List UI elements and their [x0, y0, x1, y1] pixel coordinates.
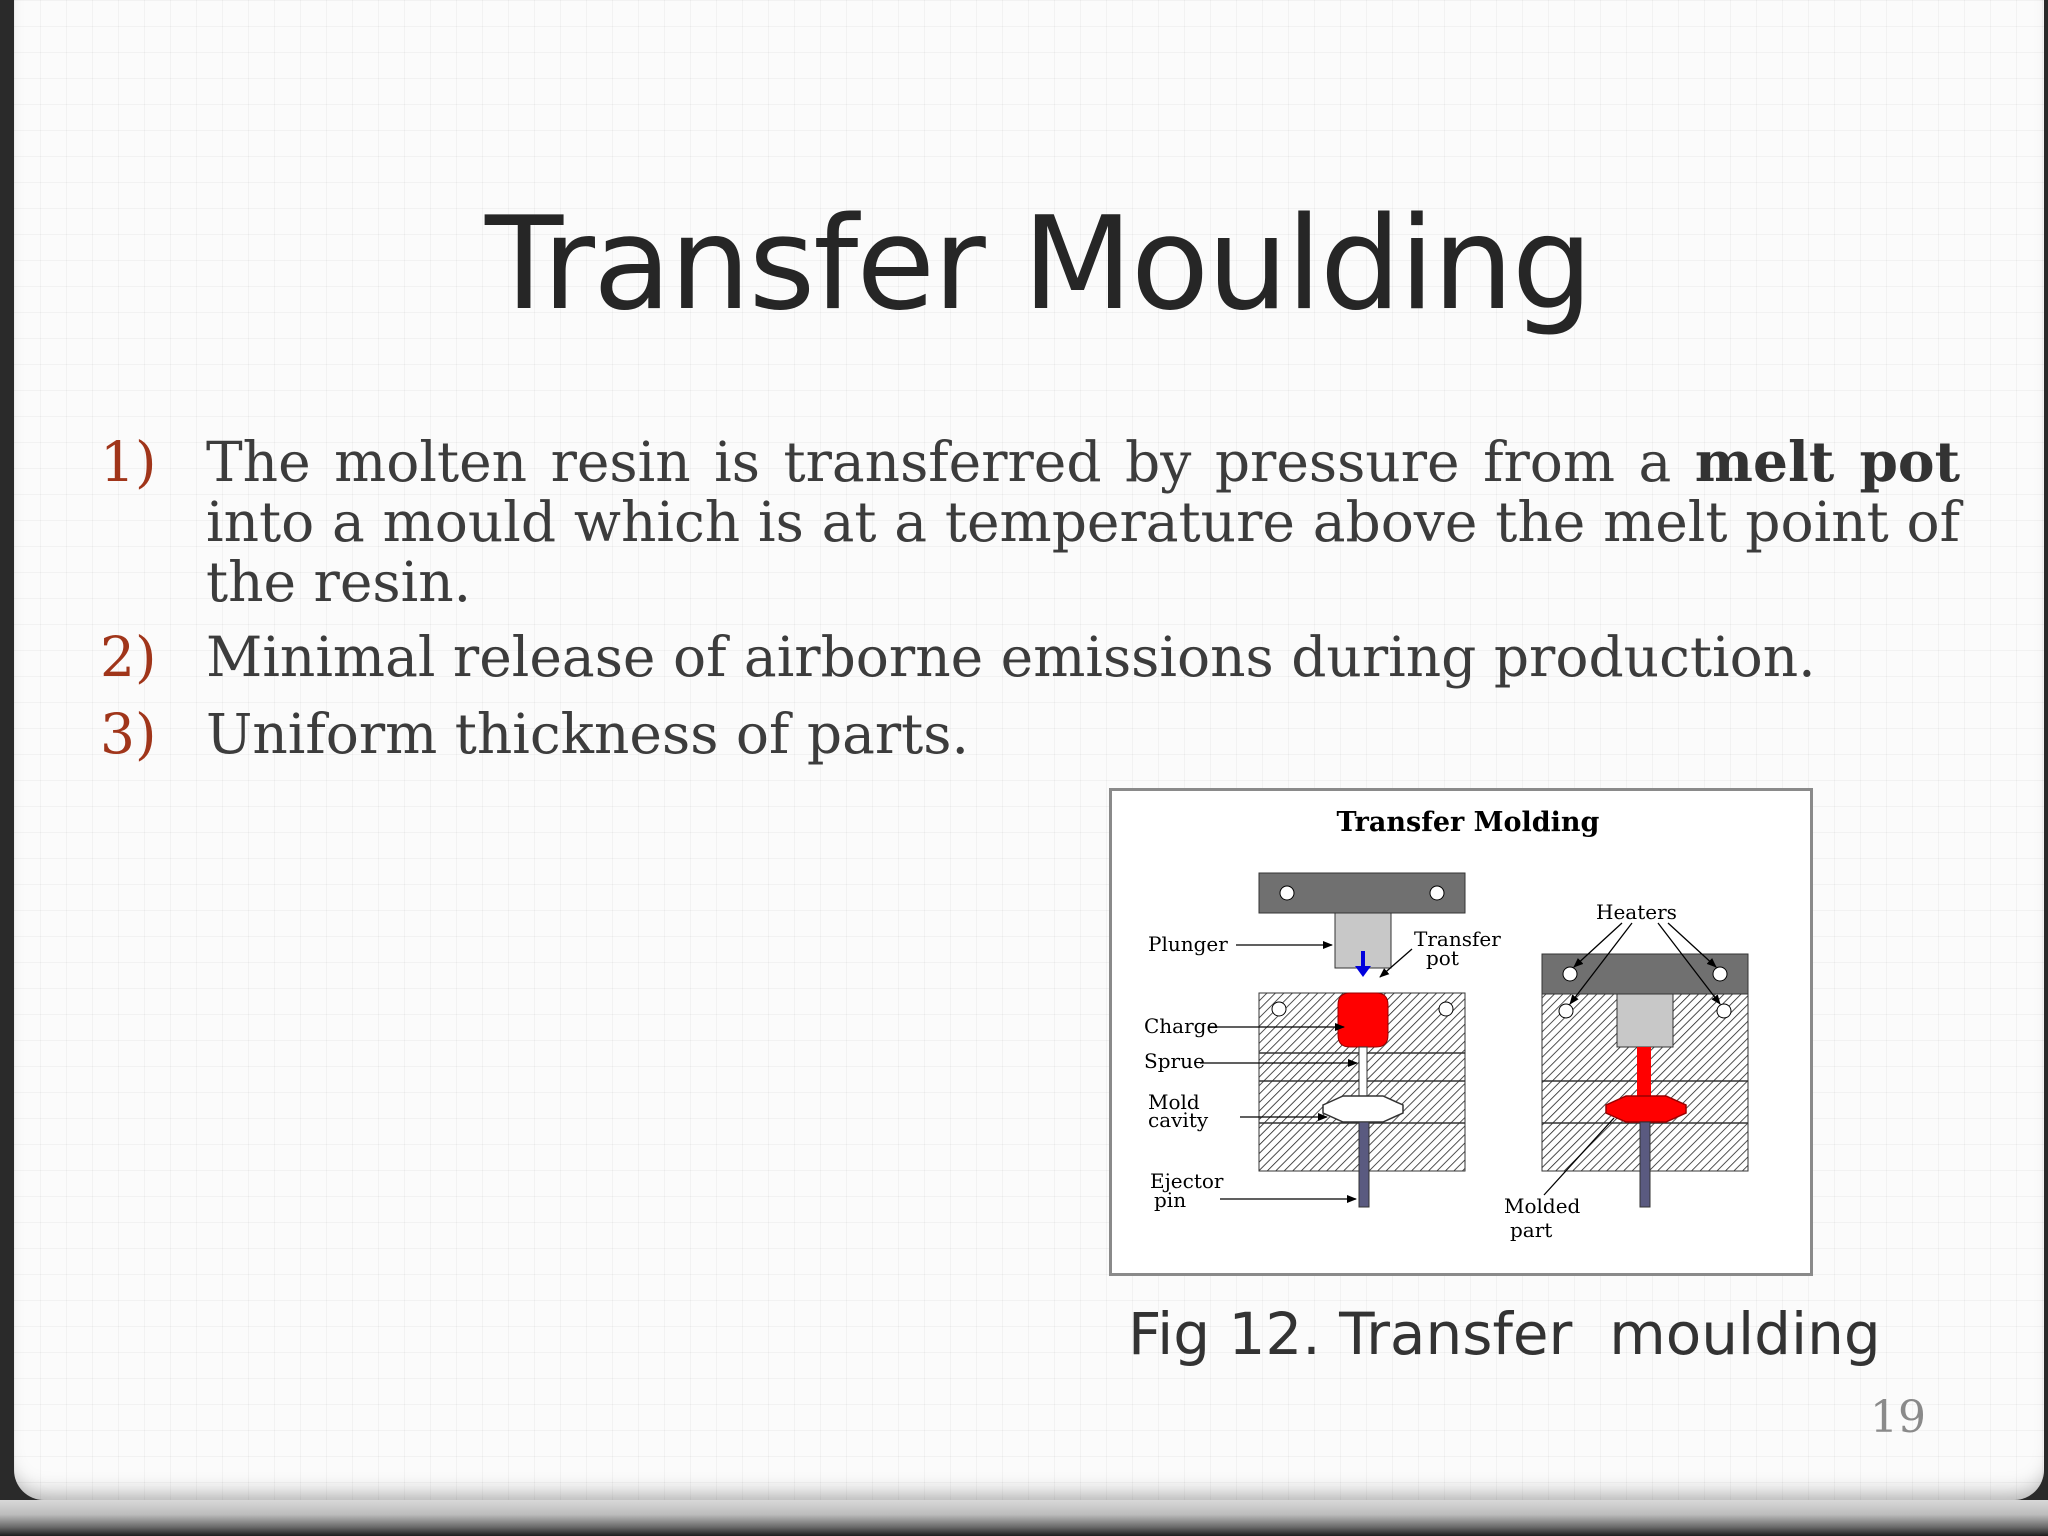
bullet-text-part: into a mould which is at a temperature above the melt point of the resin. [206, 490, 1960, 614]
transfer-molding-diagram [1112, 791, 1810, 1273]
label-mold-cavity-2: cavity [1148, 1108, 1209, 1132]
ejector-pin [1640, 1122, 1650, 1207]
label-mold-cavity: Mold [1148, 1090, 1200, 1114]
label-heaters: Heaters [1596, 900, 1677, 924]
mold-cavity [1323, 1096, 1403, 1122]
label-ejector-pin: Ejector [1150, 1169, 1224, 1193]
slide [14, 0, 2044, 1500]
heater-hole [1439, 1002, 1453, 1016]
transfer-molding-figure [1109, 788, 1813, 1276]
figure-caption: Fig 12. Transfer moulding [1128, 1300, 1881, 1368]
label-ejector-pin-2: pin [1154, 1188, 1187, 1212]
label-charge: Charge [1144, 1014, 1219, 1038]
figure-title: Transfer Molding [1336, 807, 1600, 838]
bullet-text-part: The molten resin is transferred by pressure from a [206, 430, 1695, 494]
bullet-number: 1) [100, 430, 157, 494]
label-molded-part-2: part [1510, 1218, 1553, 1242]
bullet-number: 3) [100, 702, 157, 766]
molded-part [1606, 1096, 1686, 1122]
label-transfer-pot-2: pot [1426, 946, 1459, 970]
label-sprue: Sprue [1144, 1049, 1205, 1073]
charge [1338, 993, 1388, 1047]
slide-title: Transfer Moulding [485, 190, 1591, 339]
down-arrow-head-icon [1355, 966, 1371, 977]
bullet-text: Minimal release of airborne emissions during production. [206, 625, 1816, 689]
bullet-number: 2) [100, 625, 157, 689]
bolt-hole [1280, 886, 1294, 900]
plunger-pressed [1617, 994, 1673, 1047]
bolt-hole [1430, 886, 1444, 900]
slide-number: 19 [1870, 1392, 1926, 1443]
ejector-pin [1359, 1122, 1369, 1207]
filled-sprue [1637, 1047, 1651, 1097]
bullet-text: Uniform thickness of parts. [206, 702, 969, 766]
slide-bottom-edge [0, 1500, 2048, 1536]
heater-hole [1272, 1002, 1286, 1016]
label-plunger: Plunger [1148, 932, 1228, 956]
label-molded-part: Molded [1504, 1194, 1581, 1218]
bullet-text [206, 429, 1960, 614]
bullet-text-bold: melt pot [1694, 429, 1960, 494]
label-transfer-pot: Transfer [1414, 927, 1501, 951]
